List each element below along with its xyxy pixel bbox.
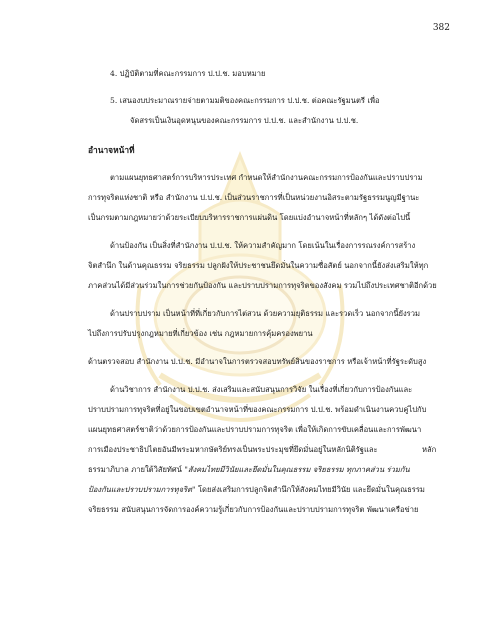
paragraph-line: แผนยุทธศาสตร์ชาติว่าด้วยการป้องกันและปราบปรามการทุจริต เพื่อให้เกิดการขับเคลื่อนและการพัฒนา <box>88 425 422 434</box>
paragraph-text: ธรรมาภิบาล ภายใต้วิสัยทัศน์ <box>88 465 185 474</box>
paragraph-line <box>88 484 425 495</box>
paragraph-line: จริยธรรม สนับสนุนการจัดการองค์ความรู้เกี่ยวกับการป้องกันและปราบปรามการทุจริต พัฒนาเครือข่าย <box>88 505 419 514</box>
list-item-continuation: จัดสรรเป็นเงินอุดหนุนของคณะกรรมการ ป.ป.ช. และสำนักงาน ป.ป.ช. <box>130 116 359 125</box>
vision-quote-end: ป้องกันและปราบปรามการทุจริต" <box>88 485 196 494</box>
page-number: 382 <box>432 23 450 33</box>
paragraph-text: โดยส่งเสริมการปลูกจิตสำนึกให้สังคมไทยมีวินัย และยึดมั่นในคุณธรรม <box>195 485 425 494</box>
paragraph-line: ไปถึงการปรับปรุงกฎหมายที่เกี่ยวข้อง เช่น กฎหมายการคุ้มครองพยาน <box>88 329 313 338</box>
paragraph-line: ด้านป้องกัน เป็นสิ่งที่สำนักงาน ป.ป.ช. ให้ความสำคัญมาก โดยเน้นในเรื่องการรณรงค์การสร้าง <box>110 241 416 250</box>
list-item: 5. เสนองบประมาณรายจ่ายตามมติของคณะกรรมการ ป.ป.ช. ต่อคณะรัฐมนตรี เพื่อ <box>110 96 380 105</box>
vision-quote: "สังคมไทยมีวินัยและยึดมั่นในคุณธรรม จริยธรรม ทุกภาคส่วน ร่วมกัน <box>184 465 410 474</box>
paragraph-line: จิตสำนึก ในด้านคุณธรรม จริยธรรม ปลูกฝังให้ประชาชนยึดมั่นในความซื่อสัตย์ นอกจากนี้ยังส่งเสริมให้ทุก <box>88 261 429 270</box>
list-item: 4. ปฏิบัติตามที่คณะกรรมการ ป.ป.ช. มอบหมาย <box>110 69 266 78</box>
paragraph-line: การเมืองประชาธิปไตยอันมีพระมหากษัตริย์ทรงเป็นพระประมุขที่ยึดมั่นอยู่ในหลักนิติรัฐและ <box>88 445 378 454</box>
watermark-emblem <box>130 145 350 445</box>
paragraph-line: ด้านตรวจสอบ สำนักงาน ป.ป.ช. มีอำนาจในการตรวจสอบทรัพย์สินของราชการ หรือเจ้าหน้าที่รัฐระดับสูง <box>88 357 427 366</box>
paragraph-line: ปราบปรามการทุจริตที่อยู่ในขอบเขตอำนาจหน้าที่ของคณะกรรมการ ป.ป.ช. พร้อมดำเนินงานควบคู่ไปกับ <box>88 405 427 414</box>
paragraph-line: ตามแผนยุทธศาสตร์การบริหารประเทศ กำหนดให้สำนักงานคณะกรรมการป้องกันและปราบปราม <box>110 173 423 182</box>
paragraph-line: ด้านวิชาการ สำนักงาน ป.ป.ช. ส่งเสริมและสนับสนุนการวิจัย ในเรื่องที่เกี่ยวกับการป้องกันและ <box>110 385 413 394</box>
paragraph-line: เป็นกรมตามกฎหมายว่าด้วยระเบียบบริหารราชการแผ่นดิน โดยแบ่งอำนาจหน้าที่หลักๆ ได้ดังต่อไปนี้ <box>88 213 411 222</box>
paragraph-line-end: หลัก <box>422 445 437 454</box>
paragraph-line <box>88 464 410 475</box>
section-heading: อำนาจหน้าที่ <box>88 145 135 155</box>
paragraph-line: การทุจริตแห่งชาติ หรือ สำนักงาน ป.ป.ช. เป็นส่วนราชการที่เป็นหน่วยงานอิสระตามรัฐธรรมนูญมีฐานะ <box>88 193 420 202</box>
paragraph-line: ภาคส่วนได้มีส่วนร่วมในการช่วยกันป้องกัน และปราบปรามการทุจริตของสังคม รวมไปถึงประเทศชาติอีกด้วย <box>88 281 437 290</box>
paragraph-line: ด้านปราบปราม เป็นหน้าที่ที่เกี่ยวกับการไต่สวน ด้วยความยุติธรรม และรวดเร็ว นอกจากนี้ยังรวม <box>110 309 421 318</box>
